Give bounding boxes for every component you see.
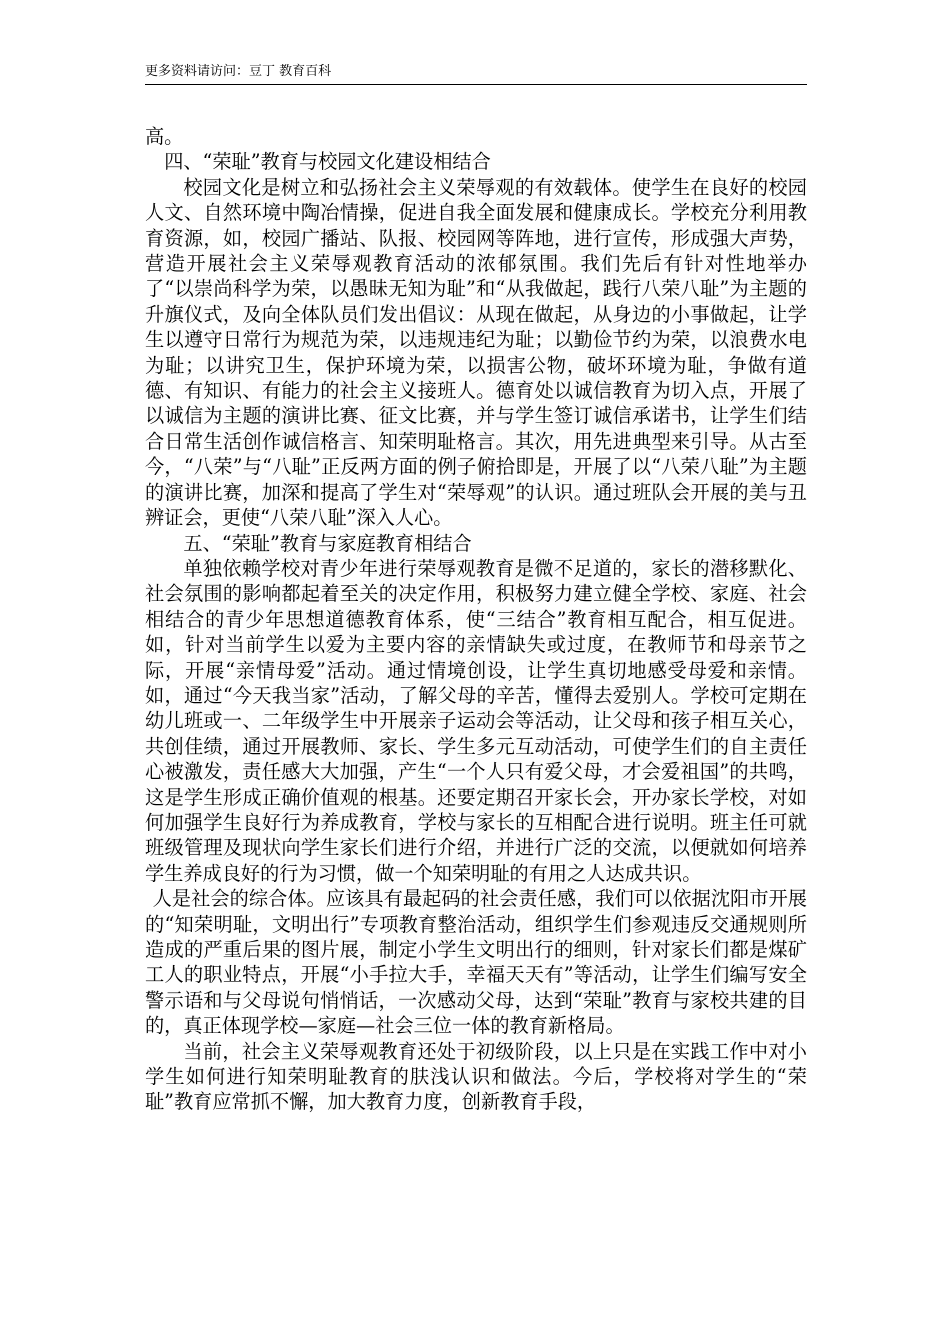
paragraph-conclusion: 当前，社会主义荣辱观教育还处于初级阶段，以上只是在实践工作中对小学生如何进行知荣明耻教育的肤浅认识和做法。今后，学校将对学生的“荣耻”教育应常抓不懈，加大教育力度，创新教育手段，: [145, 1039, 807, 1114]
paragraph-campus-culture: 校园文化是树立和弘扬社会主义荣辱观的有效载体。使学生在良好的校园人文、自然环境中陶冶情操，促进自我全面发展和健康成长。学校充分利用教育资源，如，校园广播站、队报、校园网等阵地，进行宣传，形成强大声势，营造开展社会主义荣辱观教育活动的浓郁氛围。我们先后有针对性地举办了“以崇尚科学为荣，以愚昧无知为耻”和“从我做起，践行八荣八耻”为主题的升旗仪式，及向全体队员们发出倡议：从现在做起，从身边的小事做起，让学生以遵守日常行为规范为荣，以违规违纪为耻；以勤俭节约为荣，以浪费水电为耻；以讲究卫生，保护环境为荣，以损害公物，破坏环境为耻，争做有道德、有知识、有能力的社会主义接班人。德育处以诚信教育为切入点，开展了以诚信为主题的演讲比赛、征文比赛，并与学生签订诚信承诺书，让学生们结合日常生活创作诚信格言、知荣明耻格言。其次，用先进典型来引导。从古至今，“八荣”与“八耻”正反两方面的例子俯拾即是，开展了以“八荣八耻”为主题的演讲比赛，加深和提高了学生对“荣辱观”的认识。通过班队会开展的美与丑辨证会，更使“八荣八耻”深入人心。: [145, 175, 807, 530]
paragraph-continuation: 高。: [145, 125, 184, 148]
page-header: [145, 62, 807, 85]
document-body: [145, 124, 807, 1115]
header-text: 更多资料请访问：豆丁 教育百科: [145, 64, 332, 79]
paragraph-social-responsibility: 人是社会的综合体。应该具有最起码的社会责任感，我们可以依据沈阳市开展的“知荣明耻，文明出行”专项教育整治活动，组织学生们参观违反交通规则所造成的严重后果的图片展，制定小学生文明出行的细则，针对家长们都是煤矿工人的职业特点，开展“小手拉大手，幸福天天有”等活动，让学生们编写安全警示语和与父母说句悄悄话，一次感动父母，达到“荣耻”教育与家校共建的目的，真正体现学校—家庭—社会三位一体的教育新格局。: [145, 887, 807, 1038]
section-heading-5: 五、“荣耻”教育与家庭教育相结合: [183, 531, 472, 555]
section-heading-4: 四、“荣耻”教育与校园文化建设相结合: [164, 150, 491, 174]
paragraph-family-education: 单独依赖学校对青少年进行荣辱观教育是微不足道的，家长的潜移默化、社会氛围的影响都起着至关的决定作用，积极努力建立健全学校、家庭、社会相结合的青少年思想道德教育体系，使“三结合”教育相互配合，相互促进。如，针对当前学生以爱为主要内容的亲情缺失或过度，在教师节和母亲节之际，开展“亲情母爱”活动。通过情境创设，让学生真切地感受母爱和亲情。如，通过“今天我当家”活动，了解父母的辛苦，懂得去爱别人。学校可定期在幼儿班或一、二年级学生中开展亲子运动会等活动，让父母和孩子相互关心，共创佳绩，通过开展教师、家长、学生多元互动活动，可使学生们的自主责任心被激发，责任感大大加强，产生“一个人只有爱父母，才会爱祖国”的共鸣，这是学生形成正确价值观的根基。还要定期召开家长会，开办家长学校，对如何加强学生良好行为养成教育，学校与家长的互相配合进行说明。班主任可就班级管理及现状向学生家长们进行介绍，并进行广泛的交流，以便就如何培养学生养成良好的行为习惯，做一个知荣明耻的有用之人达成共识。: [145, 556, 807, 885]
